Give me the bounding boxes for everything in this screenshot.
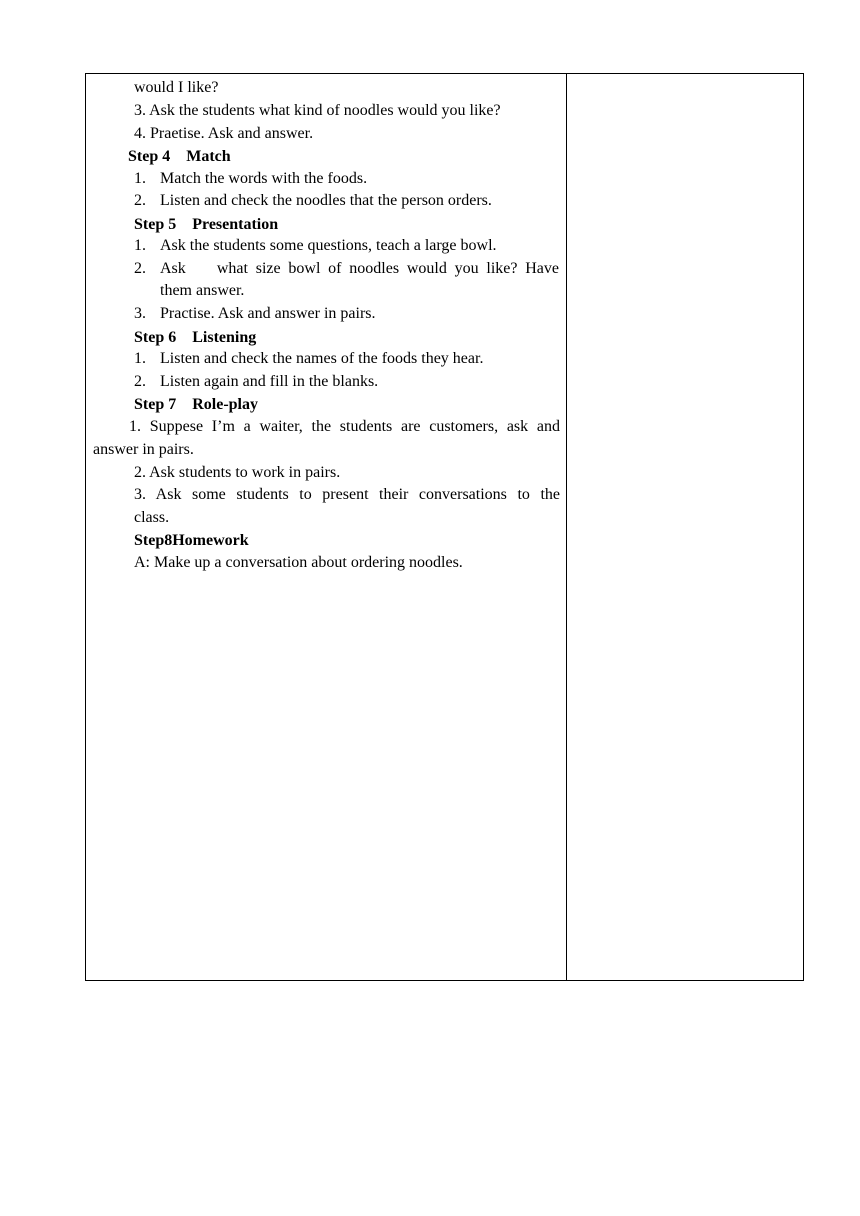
step-heading: Step8Homework xyxy=(134,532,249,549)
list-text: Listen and check the names of the foods they hear. xyxy=(160,350,484,367)
list-item xyxy=(134,258,560,280)
list-item xyxy=(134,235,497,257)
step-heading: Step 4 Match xyxy=(128,148,231,165)
list-item xyxy=(134,190,492,212)
text-line: 1. Suppese I’m a waiter, the students are customers, ask and xyxy=(129,418,560,435)
column-divider xyxy=(566,74,567,980)
text-line: 2. Ask students to work in pairs. xyxy=(134,464,341,481)
notes-cell xyxy=(568,74,803,980)
text-line: would I like? xyxy=(134,79,219,96)
teaching-procedure-cell xyxy=(86,74,566,980)
text-line: 3. Ask the students what kind of noodles would you like? xyxy=(134,102,501,119)
list-item xyxy=(134,168,367,190)
step-heading: Step 7 Role-play xyxy=(134,396,258,413)
text-line: class. xyxy=(134,509,170,526)
list-text: Ask the students some questions, teach a large bowl. xyxy=(160,237,497,254)
list-item xyxy=(134,348,483,370)
step-heading: Step 5 Presentation xyxy=(134,216,279,233)
text-line: answer in pairs. xyxy=(93,441,194,458)
list-text: Listen and check the noodles that the person orders. xyxy=(160,192,492,209)
list-text: Ask what size bowl of noodles would you like? Have xyxy=(160,260,559,277)
list-item xyxy=(134,371,378,393)
text-line: A: Make up a conversation about ordering noodles. xyxy=(134,554,463,571)
list-item xyxy=(134,303,376,325)
list-text: Listen again and fill in the blanks. xyxy=(160,373,379,390)
list-number: 2. xyxy=(134,373,146,390)
list-text: Practise. Ask and answer in pairs. xyxy=(160,305,376,322)
list-text: Match the words with the foods. xyxy=(160,170,368,187)
text-line: 4. Praetise. Ask and answer. xyxy=(134,125,314,142)
list-number: 2. xyxy=(134,260,146,277)
list-number: 1. xyxy=(134,170,146,187)
list-number: 1. xyxy=(134,350,146,367)
text-line: them answer. xyxy=(160,282,245,299)
list-number: 1. xyxy=(134,237,146,254)
list-number: 2. xyxy=(134,192,146,209)
step-heading: Step 6 Listening xyxy=(134,329,257,346)
text-line: 3. Ask some students to present their conversations to the xyxy=(134,486,560,503)
lesson-plan-table xyxy=(85,73,804,981)
list-number: 3. xyxy=(134,305,146,322)
